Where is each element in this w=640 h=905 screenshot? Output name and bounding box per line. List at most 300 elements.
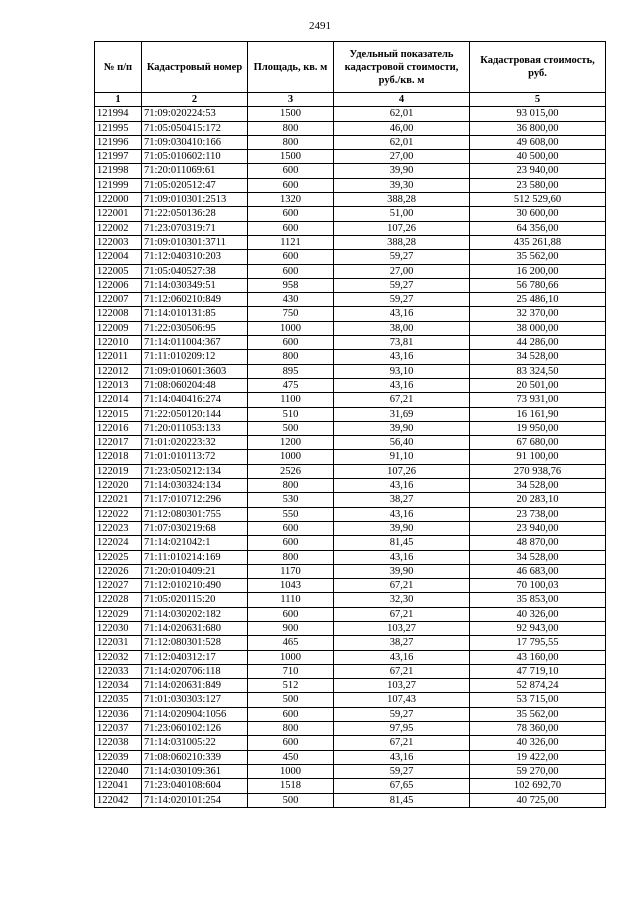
cadastral-number-cell: 71:17:010712:296 <box>142 493 248 507</box>
cadastral-number-cell: 71:22:030506:95 <box>142 321 248 335</box>
cadastral-number-cell: 71:09:030410:166 <box>142 135 248 149</box>
area-cell: 1000 <box>248 764 334 778</box>
table-row <box>95 579 606 593</box>
table-row <box>95 421 606 435</box>
cadastral-value-cell: 35 562,00 <box>470 707 606 721</box>
row-number-cell: 122014 <box>95 393 142 407</box>
area-cell: 500 <box>248 693 334 707</box>
row-number-cell: 122013 <box>95 378 142 392</box>
table-row <box>95 107 606 121</box>
specific-value-cell: 103,27 <box>334 679 470 693</box>
specific-value-cell: 67,21 <box>334 664 470 678</box>
table-row <box>95 135 606 149</box>
area-cell: 600 <box>248 707 334 721</box>
cadastral-number-cell: 71:05:010602:110 <box>142 150 248 164</box>
table-row <box>95 664 606 678</box>
area-cell: 1110 <box>248 593 334 607</box>
cadastral-number-cell: 71:23:070319:71 <box>142 221 248 235</box>
cadastral-value-cell: 36 800,00 <box>470 121 606 135</box>
specific-value-cell: 59,27 <box>334 707 470 721</box>
area-cell: 600 <box>248 207 334 221</box>
table-row <box>95 436 606 450</box>
specific-value-cell: 56,40 <box>334 436 470 450</box>
area-cell: 600 <box>248 521 334 535</box>
table-row <box>95 650 606 664</box>
cadastral-number-cell: 71:01:030303:127 <box>142 693 248 707</box>
table-body <box>95 107 606 808</box>
cadastral-value-cell: 23 738,00 <box>470 507 606 521</box>
cadastral-value-table <box>94 41 606 808</box>
cadastral-number-cell: 71:12:040310:203 <box>142 250 248 264</box>
cadastral-number-cell: 71:14:030324:134 <box>142 479 248 493</box>
cadastral-number-cell: 71:09:020224:53 <box>142 107 248 121</box>
cadastral-value-cell: 512 529,60 <box>470 193 606 207</box>
table-header-row <box>95 42 606 93</box>
table-row <box>95 121 606 135</box>
specific-value-cell: 39,90 <box>334 164 470 178</box>
specific-value-cell: 81,45 <box>334 536 470 550</box>
row-number-cell: 122000 <box>95 193 142 207</box>
cadastral-value-cell: 35 853,00 <box>470 593 606 607</box>
header-specific-value: Удельный показатель кадастровой стоимости, руб./кв. м <box>334 42 470 93</box>
specific-value-cell: 67,21 <box>334 736 470 750</box>
specific-value-cell: 38,00 <box>334 321 470 335</box>
table-row <box>95 178 606 192</box>
table-row <box>95 364 606 378</box>
cadastral-number-cell: 71:11:010209:12 <box>142 350 248 364</box>
area-cell: 750 <box>248 307 334 321</box>
table-row <box>95 636 606 650</box>
cadastral-value-cell: 23 580,00 <box>470 178 606 192</box>
cadastral-number-cell: 71:14:020904:1056 <box>142 707 248 721</box>
cadastral-value-cell: 83 324,50 <box>470 364 606 378</box>
header-area: Площадь, кв. м <box>248 42 334 93</box>
specific-value-cell: 97,95 <box>334 722 470 736</box>
area-cell: 600 <box>248 607 334 621</box>
row-number-cell: 122042 <box>95 793 142 807</box>
cadastral-number-cell: 71:12:080301:528 <box>142 636 248 650</box>
row-number-cell: 122016 <box>95 421 142 435</box>
cadastral-value-cell: 73 931,00 <box>470 393 606 407</box>
specific-value-cell: 67,21 <box>334 579 470 593</box>
table-row <box>95 707 606 721</box>
header-cadastral-value: Кадастровая стоимость, руб. <box>470 42 606 93</box>
row-number-cell: 122022 <box>95 507 142 521</box>
row-number-cell: 122029 <box>95 607 142 621</box>
row-number-cell: 122021 <box>95 493 142 507</box>
row-number-cell: 122040 <box>95 764 142 778</box>
specific-value-cell: 46,00 <box>334 121 470 135</box>
row-number-cell: 122006 <box>95 278 142 292</box>
row-number-cell: 122023 <box>95 521 142 535</box>
column-number: 2 <box>142 93 248 107</box>
row-number-cell: 122005 <box>95 264 142 278</box>
specific-value-cell: 103,27 <box>334 621 470 635</box>
specific-value-cell: 388,28 <box>334 193 470 207</box>
table-row <box>95 550 606 564</box>
area-cell: 530 <box>248 493 334 507</box>
area-cell: 800 <box>248 121 334 135</box>
row-number-cell: 122009 <box>95 321 142 335</box>
cadastral-number-cell: 71:05:040527:38 <box>142 264 248 278</box>
cadastral-number-cell: 71:08:060210:339 <box>142 750 248 764</box>
table-row <box>95 507 606 521</box>
area-cell: 475 <box>248 378 334 392</box>
row-number-cell: 122011 <box>95 350 142 364</box>
cadastral-value-cell: 270 938,76 <box>470 464 606 478</box>
row-number-cell: 122041 <box>95 779 142 793</box>
cadastral-value-cell: 48 870,00 <box>470 536 606 550</box>
cadastral-number-cell: 71:14:020706:118 <box>142 664 248 678</box>
row-number-cell: 122002 <box>95 221 142 235</box>
table-row <box>95 779 606 793</box>
cadastral-number-cell: 71:09:010601:3603 <box>142 364 248 378</box>
cadastral-value-cell: 17 795,55 <box>470 636 606 650</box>
cadastral-value-cell: 34 528,00 <box>470 350 606 364</box>
cadastral-value-cell: 67 680,00 <box>470 436 606 450</box>
cadastral-number-cell: 71:12:060210:849 <box>142 293 248 307</box>
area-cell: 1200 <box>248 436 334 450</box>
specific-value-cell: 67,65 <box>334 779 470 793</box>
cadastral-value-cell: 46 683,00 <box>470 564 606 578</box>
cadastral-value-cell: 30 600,00 <box>470 207 606 221</box>
cadastral-value-cell: 93 015,00 <box>470 107 606 121</box>
table-row <box>95 607 606 621</box>
row-number-cell: 122037 <box>95 722 142 736</box>
cadastral-value-cell: 34 528,00 <box>470 550 606 564</box>
table-row <box>95 221 606 235</box>
table-row <box>95 150 606 164</box>
specific-value-cell: 107,26 <box>334 221 470 235</box>
area-cell: 1000 <box>248 321 334 335</box>
area-cell: 600 <box>248 164 334 178</box>
area-cell: 1320 <box>248 193 334 207</box>
row-number-cell: 122024 <box>95 536 142 550</box>
specific-value-cell: 107,43 <box>334 693 470 707</box>
cadastral-value-cell: 43 160,00 <box>470 650 606 664</box>
cadastral-value-cell: 40 725,00 <box>470 793 606 807</box>
specific-value-cell: 43,16 <box>334 479 470 493</box>
area-cell: 430 <box>248 293 334 307</box>
cadastral-number-cell: 71:14:021042:1 <box>142 536 248 550</box>
row-number-cell: 122038 <box>95 736 142 750</box>
row-number-cell: 122031 <box>95 636 142 650</box>
area-cell: 2526 <box>248 464 334 478</box>
column-numbers-row <box>95 93 606 107</box>
cadastral-number-cell: 71:01:020223:32 <box>142 436 248 450</box>
table-row <box>95 350 606 364</box>
cadastral-number-cell: 71:12:080301:755 <box>142 507 248 521</box>
area-cell: 512 <box>248 679 334 693</box>
row-number-cell: 122028 <box>95 593 142 607</box>
cadastral-number-cell: 71:09:010301:2513 <box>142 193 248 207</box>
table-row <box>95 207 606 221</box>
row-number-cell: 122015 <box>95 407 142 421</box>
table-row <box>95 536 606 550</box>
area-cell: 800 <box>248 135 334 149</box>
table-row <box>95 564 606 578</box>
cadastral-number-cell: 71:23:060102:126 <box>142 722 248 736</box>
table-row <box>95 407 606 421</box>
row-number-cell: 121996 <box>95 135 142 149</box>
table-row <box>95 493 606 507</box>
row-number-cell: 122026 <box>95 564 142 578</box>
specific-value-cell: 73,81 <box>334 336 470 350</box>
row-number-cell: 121997 <box>95 150 142 164</box>
area-cell: 465 <box>248 636 334 650</box>
cadastral-value-cell: 44 286,00 <box>470 336 606 350</box>
cadastral-number-cell: 71:23:040108:604 <box>142 779 248 793</box>
specific-value-cell: 43,16 <box>334 378 470 392</box>
table-row <box>95 264 606 278</box>
specific-value-cell: 43,16 <box>334 750 470 764</box>
row-number-cell: 122007 <box>95 293 142 307</box>
row-number-cell: 122027 <box>95 579 142 593</box>
cadastral-value-cell: 56 780,66 <box>470 278 606 292</box>
cadastral-value-cell: 40 326,00 <box>470 736 606 750</box>
cadastral-number-cell: 71:22:050120:144 <box>142 407 248 421</box>
area-cell: 710 <box>248 664 334 678</box>
area-cell: 1100 <box>248 393 334 407</box>
cadastral-number-cell: 71:22:050136:28 <box>142 207 248 221</box>
specific-value-cell: 388,28 <box>334 235 470 249</box>
specific-value-cell: 32,30 <box>334 593 470 607</box>
specific-value-cell: 51,00 <box>334 207 470 221</box>
area-cell: 1000 <box>248 650 334 664</box>
table-row <box>95 764 606 778</box>
table-row <box>95 450 606 464</box>
cadastral-value-cell: 92 943,00 <box>470 621 606 635</box>
row-number-cell: 121998 <box>95 164 142 178</box>
row-number-cell: 122030 <box>95 621 142 635</box>
specific-value-cell: 39,30 <box>334 178 470 192</box>
cadastral-value-cell: 102 692,70 <box>470 779 606 793</box>
cadastral-value-cell: 47 719,10 <box>470 664 606 678</box>
specific-value-cell: 107,26 <box>334 464 470 478</box>
table-row <box>95 250 606 264</box>
column-number: 3 <box>248 93 334 107</box>
table-row <box>95 378 606 392</box>
specific-value-cell: 38,27 <box>334 636 470 650</box>
cadastral-value-cell: 91 100,00 <box>470 450 606 464</box>
cadastral-number-cell: 71:14:020101:254 <box>142 793 248 807</box>
specific-value-cell: 67,21 <box>334 393 470 407</box>
cadastral-number-cell: 71:14:030349:51 <box>142 278 248 292</box>
cadastral-value-cell: 53 715,00 <box>470 693 606 707</box>
column-number: 5 <box>470 93 606 107</box>
row-number-cell: 122039 <box>95 750 142 764</box>
column-number: 1 <box>95 93 142 107</box>
cadastral-number-cell: 71:20:010409:21 <box>142 564 248 578</box>
row-number-cell: 121999 <box>95 178 142 192</box>
page-number: 2491 <box>309 20 331 32</box>
row-number-cell: 122003 <box>95 235 142 249</box>
cadastral-number-cell: 71:14:030202:182 <box>142 607 248 621</box>
specific-value-cell: 59,27 <box>334 250 470 264</box>
table-row <box>95 193 606 207</box>
area-cell: 600 <box>248 736 334 750</box>
column-number: 4 <box>334 93 470 107</box>
table-row <box>95 722 606 736</box>
area-cell: 800 <box>248 722 334 736</box>
area-cell: 1518 <box>248 779 334 793</box>
row-number-cell: 122010 <box>95 336 142 350</box>
cadastral-number-cell: 71:20:011069:61 <box>142 164 248 178</box>
area-cell: 1000 <box>248 450 334 464</box>
specific-value-cell: 39,90 <box>334 521 470 535</box>
row-number-cell: 122001 <box>95 207 142 221</box>
area-cell: 958 <box>248 278 334 292</box>
cadastral-number-cell: 71:11:010214:169 <box>142 550 248 564</box>
specific-value-cell: 62,01 <box>334 135 470 149</box>
area-cell: 800 <box>248 479 334 493</box>
cadastral-number-cell: 71:08:060204:48 <box>142 378 248 392</box>
specific-value-cell: 39,90 <box>334 421 470 435</box>
cadastral-number-cell: 71:05:020115:20 <box>142 593 248 607</box>
area-cell: 800 <box>248 550 334 564</box>
area-cell: 600 <box>248 336 334 350</box>
table-row <box>95 464 606 478</box>
cadastral-number-cell: 71:14:011004:367 <box>142 336 248 350</box>
table-row <box>95 293 606 307</box>
cadastral-number-cell: 71:14:031005:22 <box>142 736 248 750</box>
table-row <box>95 393 606 407</box>
cadastral-number-cell: 71:12:040312:17 <box>142 650 248 664</box>
table-row <box>95 479 606 493</box>
row-number-cell: 122036 <box>95 707 142 721</box>
specific-value-cell: 43,16 <box>334 350 470 364</box>
area-cell: 1170 <box>248 564 334 578</box>
cadastral-number-cell: 71:09:010301:3711 <box>142 235 248 249</box>
area-cell: 1121 <box>248 235 334 249</box>
cadastral-number-cell: 71:14:030109:361 <box>142 764 248 778</box>
cadastral-value-cell: 52 874,24 <box>470 679 606 693</box>
table-row <box>95 321 606 335</box>
cadastral-number-cell: 71:14:020631:680 <box>142 621 248 635</box>
cadastral-value-cell: 19 422,00 <box>470 750 606 764</box>
specific-value-cell: 67,21 <box>334 607 470 621</box>
row-number-cell: 121994 <box>95 107 142 121</box>
area-cell: 600 <box>248 221 334 235</box>
row-number-cell: 122012 <box>95 364 142 378</box>
table-row <box>95 278 606 292</box>
cadastral-value-cell: 20 501,00 <box>470 378 606 392</box>
table-row <box>95 679 606 693</box>
cadastral-number-cell: 71:05:020512:47 <box>142 178 248 192</box>
table-row <box>95 693 606 707</box>
cadastral-number-cell: 71:14:010131:85 <box>142 307 248 321</box>
area-cell: 450 <box>248 750 334 764</box>
cadastral-value-cell: 78 360,00 <box>470 722 606 736</box>
cadastral-value-cell: 23 940,00 <box>470 521 606 535</box>
cadastral-value-cell: 49 608,00 <box>470 135 606 149</box>
area-cell: 1500 <box>248 107 334 121</box>
cadastral-number-cell: 71:14:040416:274 <box>142 393 248 407</box>
area-cell: 500 <box>248 421 334 435</box>
cadastral-number-cell: 71:01:010113:72 <box>142 450 248 464</box>
row-number-cell: 122017 <box>95 436 142 450</box>
area-cell: 1043 <box>248 579 334 593</box>
row-number-cell: 122034 <box>95 679 142 693</box>
header-cadastral-number: Кадастровый номер <box>142 42 248 93</box>
row-number-cell: 122025 <box>95 550 142 564</box>
area-cell: 800 <box>248 350 334 364</box>
cadastral-value-cell: 23 940,00 <box>470 164 606 178</box>
cadastral-value-cell: 16 200,00 <box>470 264 606 278</box>
area-cell: 500 <box>248 793 334 807</box>
specific-value-cell: 59,27 <box>334 278 470 292</box>
table-row <box>95 621 606 635</box>
specific-value-cell: 59,27 <box>334 764 470 778</box>
specific-value-cell: 43,16 <box>334 550 470 564</box>
area-cell: 600 <box>248 264 334 278</box>
specific-value-cell: 59,27 <box>334 293 470 307</box>
area-cell: 1500 <box>248 150 334 164</box>
cadastral-value-cell: 64 356,00 <box>470 221 606 235</box>
row-number-cell: 122033 <box>95 664 142 678</box>
row-number-cell: 122018 <box>95 450 142 464</box>
cadastral-value-cell: 435 261,88 <box>470 235 606 249</box>
cadastral-number-cell: 71:07:030219:68 <box>142 521 248 535</box>
specific-value-cell: 62,01 <box>334 107 470 121</box>
area-cell: 900 <box>248 621 334 635</box>
table-row <box>95 235 606 249</box>
area-cell: 895 <box>248 364 334 378</box>
cadastral-number-cell: 71:14:020631:849 <box>142 679 248 693</box>
table-row <box>95 164 606 178</box>
specific-value-cell: 91,10 <box>334 450 470 464</box>
cadastral-value-cell: 20 283,10 <box>470 493 606 507</box>
table-row <box>95 793 606 807</box>
cadastral-number-cell: 71:05:050415:172 <box>142 121 248 135</box>
cadastral-number-cell: 71:20:011053:133 <box>142 421 248 435</box>
specific-value-cell: 93,10 <box>334 364 470 378</box>
specific-value-cell: 31,69 <box>334 407 470 421</box>
specific-value-cell: 81,45 <box>334 793 470 807</box>
specific-value-cell: 27,00 <box>334 150 470 164</box>
specific-value-cell: 43,16 <box>334 650 470 664</box>
specific-value-cell: 38,27 <box>334 493 470 507</box>
table-row <box>95 336 606 350</box>
cadastral-number-cell: 71:12:010210:490 <box>142 579 248 593</box>
row-number-cell: 122019 <box>95 464 142 478</box>
cadastral-value-cell: 25 486,10 <box>470 293 606 307</box>
row-number-cell: 122008 <box>95 307 142 321</box>
cadastral-value-cell: 34 528,00 <box>470 479 606 493</box>
specific-value-cell: 39,90 <box>334 564 470 578</box>
cadastral-value-cell: 19 950,00 <box>470 421 606 435</box>
row-number-cell: 121995 <box>95 121 142 135</box>
row-number-cell: 122020 <box>95 479 142 493</box>
header-row-number: № п/п <box>95 42 142 93</box>
cadastral-value-cell: 32 370,00 <box>470 307 606 321</box>
cadastral-value-cell: 35 562,00 <box>470 250 606 264</box>
area-cell: 600 <box>248 536 334 550</box>
row-number-cell: 122004 <box>95 250 142 264</box>
table-row <box>95 307 606 321</box>
cadastral-value-cell: 40 500,00 <box>470 150 606 164</box>
cadastral-value-cell: 59 270,00 <box>470 764 606 778</box>
cadastral-value-cell: 40 326,00 <box>470 607 606 621</box>
area-cell: 600 <box>248 250 334 264</box>
area-cell: 600 <box>248 178 334 192</box>
specific-value-cell: 43,16 <box>334 507 470 521</box>
row-number-cell: 122032 <box>95 650 142 664</box>
row-number-cell: 122035 <box>95 693 142 707</box>
cadastral-number-cell: 71:23:050212:134 <box>142 464 248 478</box>
table-row <box>95 750 606 764</box>
table-row <box>95 593 606 607</box>
